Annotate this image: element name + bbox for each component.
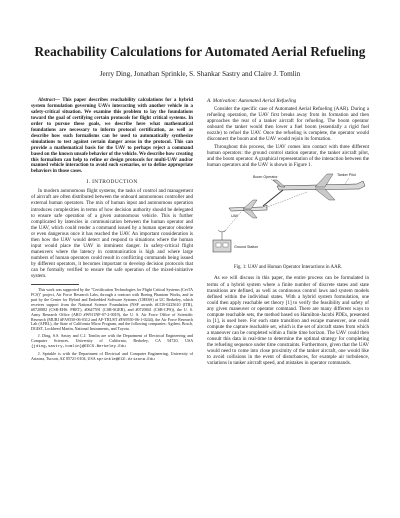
abstract-lead: Abstract: [38, 98, 56, 103]
footnote-rule: [31, 284, 79, 285]
motivation-paragraph-3: As we will discuss in this paper, the entire process can be formulated in terms of a hybrid system where a finite number of discrete states and state transitions are defined, as well as continuous control laws and system models defined within the individual states. With a hybrid system formulation, one could then apply reachable set theory [1] to verify the feasibility and safety of any given maneuver or operator command. There are many different ways to compute reachable sets, the method based on Hamilton-Jacobi PDEs, presented in [1], is used here. For each state transition and escape maneuver, one could compute the capture reachable set, which is the set of aircraft states from which a maneuver can be completed within a finite time horizon. The UAV could then consult this data in real-time to determine the optimal strategy for completing the refueling sequence under time constraints. Furthermore, given that the UAV would need to come into close proximity of the tanker aircraft, one would like to avoid collisions in the event of disturbances, for example air turbulence, variations in tanker aircraft speed, and mistakes in operator commands.: [207, 275, 369, 367]
footnote: [31, 288, 193, 363]
label-uav: UAV: [231, 214, 239, 219]
figure-1-illustration: [207, 170, 369, 262]
label-boom-operator: Boom Operator: [253, 175, 278, 180]
abstract: [31, 98, 193, 175]
tanker-aircraft-icon: [273, 174, 365, 200]
author-list: Jerry Ding, Jonathan Sprinkle, S. Shankar Sastry and Claire J. Tomlin: [99, 70, 301, 78]
section-heading-introduction: I. INTRODUCTION: [86, 179, 138, 186]
figure-1: [207, 170, 369, 262]
footnote-affiliation-1: J. Ding, S.S. Sastry and C.J. Tomlin are with the Department of Electrical Engineering and Computer Sciences, University of California, Berkeley, CA 94720, USA: [31, 333, 193, 344]
abstract-text: — This paper describes reachability calculations for a hybrid system formulation governing UAVs interacting with another vehicle in a safety-critical situation. We examine this problem to lay the foundations toward the goal of certifying certain protocols for flight critical systems. In order to pursue these goals, we describe here what mathematical foundations are necessary to inform protocol certification, as well as describe how such formalisms can be used to automatically synthesize simulations to test against certain danger areas in the protocol. This can provide a mathematical basis for the UAV to perhaps reject a command based on the known unsafe behavior of the vehicle. We describe how creating this formalism can help to refine or design protocols for multi-UAV and/or manned vehicle interaction to avoid such scenarios, or to define appropriate behaviors in those cases.: [31, 98, 193, 175]
label-tanker-pilot: Tanker Pilot: [337, 173, 356, 178]
motivation-paragraph-2: Throughout this process, the UAV comes into contact with three different human operators: the ground control station operator, the tanker aircraft pilot, and the boom operator. A graphical representation of the interaction between the human operators and the UAV is shown in Figure 1.: [207, 144, 370, 169]
figure-1-caption: Fig. 1: UAV and Human Operator Interactions in AAR.: [233, 265, 343, 271]
left-column: [31, 98, 193, 365]
subsection-heading-motivation: A. Motivation: Automated Aerial Refueling: [207, 98, 297, 104]
footnote-affiliation-2: J. Sprinkle is with the Department of Electrical and Computer Engineering, University of Arizona, Tucson, AZ 85721-0104, USA: [31, 350, 193, 361]
right-column: [207, 98, 369, 368]
motivation-paragraph-1: Consider the specific case of Automated Aerial Refueling (AAR). During a refueling operation, the UAV first breaks away from its formation and then approaches the rear of a tanker aircraft for refueling. The boom operator onboard the tanker would then lower a fuel boom (essentially a rigid fuel nozzle) to refuel the UAV. Once the refueling is complete, the operator would disconnect the boom and the UAV would rejoin its formation.: [207, 106, 369, 143]
label-ground-station: Ground Station: [234, 245, 259, 250]
ground-station-icon: [213, 230, 231, 252]
refueling-boom: [263, 190, 283, 206]
footnote-email-2[interactable]: sprinkle@ECE.Arizona.Edu: [96, 357, 155, 362]
footnote-funding: This work was supported by the "Certification Technologies for Flight Critical Systems (CerTA FCS)" project, Air Force Research Labs, through a contract with Boeing Phantom Works, and in part by the Center for Hybrid and Embedded Software Systems (CHESS) at UC Berkeley, which receives support from the National Science Foundation (NSF awards #CCR-0225610 (ITR), #0720882 (CSR-EHS: PRET), #0647591 (CSR-SGER), and #0720841 (CSR-CPS)), the U. S. Army Research Office (ARO #W911NF-07-2-0019), the U. S. Air Force Office of Scientific Research (MURI #FA9550-06-0312 and AF-TRUST #FA9550-06-1-0244), the Air Force Research Lab (AFRL), the State of California Micro Program, and the following companies: Agilent, Bosch, DGIST, Lockheed Martin, National Instruments, and Toyota.: [31, 287, 193, 332]
paper-title: Reachability Calculations for Automated Aerial Refueling: [34, 44, 366, 59]
tanker-label-leader: [345, 178, 349, 184]
footnote-email-1[interactable]: {jding,sastry,tomlin}@EECS.Berkeley.Edu: [31, 345, 126, 350]
introduction-paragraph: In modern autonomous flight systems, the tasks of control and management of aircraft are often distributed between the onboard autonomous controller and external human operators. The mix of human input and autonomous operation introduces complexities in terms of how decision authority should be delegated to ensure safe operation of a given autonomous vehicle. This is further complicated by latencies in communication between the human operator and the UAV, which could render a command issued by a human operator obsolete or even dangerous once it has reached the UAV. An important consideration is then how the UAV would detect and respond to situations where the human input would place the UAV in imminent danger. In safety-critical flight maneuvers where the latency in communication is high and where large numbers of human operators could result in conflicting commands being issued by different operators, it becomes important to develop decision protocols that can be formally verified to ensure the safe operation of the mixed-initiative system.: [31, 188, 193, 280]
